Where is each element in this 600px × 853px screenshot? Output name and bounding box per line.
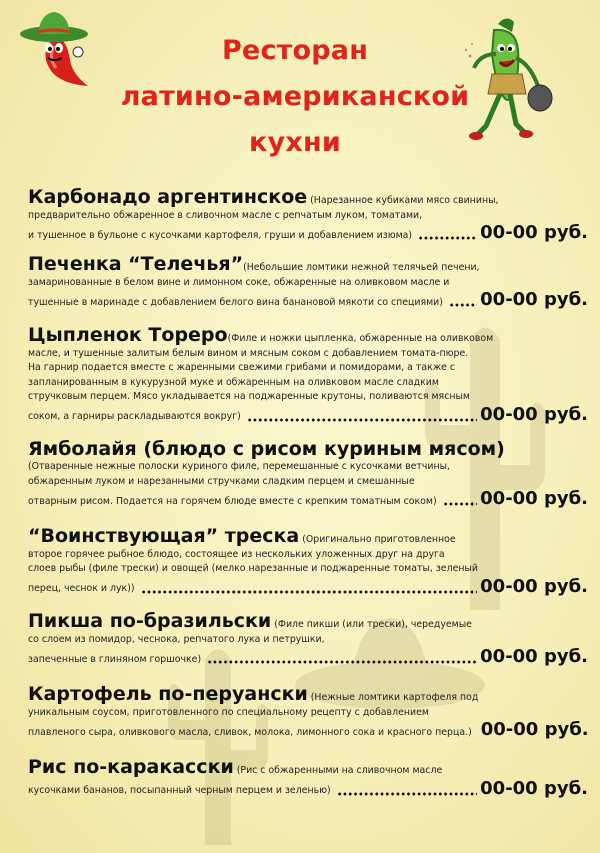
dish-name: Цыпленок Тореро	[28, 324, 228, 346]
dish-description-line: уникальным соусом, приготовленного по специальному рецепту с добавлением	[28, 706, 429, 718]
menu-item-header	[28, 438, 588, 460]
menu-item-header	[28, 683, 588, 706]
dish-price: 00-00 руб.	[480, 289, 588, 310]
dish-name: Пикша по-бразильски	[28, 610, 272, 632]
dish-description-end: и тушенное в бульоне с кусочками картофеля, груши и добавлением изюма)	[28, 229, 413, 241]
menu-item-chicken-torero	[28, 324, 588, 425]
menu-item-carbonado	[28, 186, 588, 243]
dish-price: 00-00 руб.	[480, 719, 589, 740]
dish-description-start: (Филе пикши (или трески), чередуемые	[271, 619, 472, 630]
dish-description-end: тушенные в маринаде с добавлением белого вина банановой мякоти со специями)	[28, 296, 443, 308]
dish-name: Ямболайя (блюдо с рисом куриным мясом)	[28, 438, 505, 460]
dish-description-end: соком, а гарниры раскладываются вокруг)	[28, 411, 241, 422]
menu-item-jambalaya	[28, 438, 588, 509]
menu-item-header	[28, 525, 588, 548]
dish-price: 00-00 руб.	[480, 777, 588, 799]
dot-leader	[337, 792, 477, 796]
dish-name: Рис по-каракасски	[28, 756, 234, 778]
dish-description-end: плавленого сыра, оливкового масла, сливок, молока, лимонного сока и красного перца.)	[28, 726, 472, 738]
dish-description-end: отварным рисом. Подается на горячем блюде вместе с крепким томатным соком)	[28, 495, 437, 507]
dot-leader	[141, 590, 478, 594]
dish-name: Печенка “Телечья”	[28, 253, 244, 275]
menu-item-header	[28, 324, 588, 347]
dish-description-end: запеченные в глиняном горшочке)	[28, 653, 202, 665]
dish-price: 00-00 руб.	[480, 488, 588, 509]
menu-item-header	[28, 756, 588, 779]
dot-leader	[443, 502, 478, 506]
menu-item-cod	[28, 525, 588, 597]
dot-leader	[247, 418, 477, 422]
dot-leader	[207, 660, 477, 664]
dish-description-line: стручковым перцем. Мясо укладывается на поджаренные крутоны, поливаются мясным	[28, 391, 470, 402]
dish-description-end: кусочками бананов, посыпанный черным перцем и зеленью)	[28, 785, 331, 796]
dish-description-start: (Оригинально приготовленное	[299, 534, 456, 545]
dish-description-start: (Нарезанное кубиками мясо свинины,	[307, 195, 499, 206]
dot-leader	[449, 303, 477, 307]
menu-item-rice	[28, 756, 588, 799]
chili-sombrero-mascot-icon	[18, 8, 98, 90]
menu-item-haddock	[28, 610, 588, 667]
dish-description-line: слоев рыбы (филе трески) и овощей (мелко нарезанные и поджаренные томаты, зеленый	[28, 563, 478, 574]
dish-name: “Воинствующая” треска	[28, 525, 300, 547]
title-line-1: Ресторан	[221, 35, 369, 66]
dot-leader	[418, 236, 477, 240]
dish-description-start: (Рис с обжаренными на сливочном масле	[233, 765, 443, 776]
dish-description-line: запланированным в кукурузной муке и обжаренным на оливковом масле сладким	[28, 376, 439, 388]
dish-description-start: (Небольшие ломтики нежной телячьей печени,	[243, 262, 480, 273]
menu-item-liver	[28, 253, 588, 310]
dish-description-line: На гарнир подается вместе с жаренными свежими грибами и помидорами, а также с	[28, 362, 456, 373]
dish-name: Карбонадо аргентинское	[28, 186, 308, 208]
dish-description-line: второе горячее рыбное блюдо, состоящее из нескольких уложенных друг на друга	[28, 548, 445, 560]
dish-description-end: перец, чеснок и лук))	[28, 583, 135, 594]
dish-description-line: предварительно обжаренное в сливочном масле с репчатым луком, томатами,	[28, 209, 423, 221]
dish-price: 00-00 руб.	[480, 222, 588, 243]
title-line-2: латино-американской	[120, 81, 470, 112]
title-line-3: кухни	[249, 127, 341, 158]
menu-item-potato	[28, 683, 588, 740]
restaurant-title	[95, 28, 495, 166]
dish-description-line: (Отваренные нежные полоски куриного филе, перемешанные с кусочками ветчины,	[28, 461, 451, 472]
dish-price: 00-00 руб.	[480, 575, 588, 597]
dish-description-start: (Филе и ножки цыпленка, обжаренные на оливковом	[227, 333, 494, 344]
dish-description-line: со слоем из помидор, чеснока, репчатого лука и петрушки,	[28, 633, 325, 645]
dish-description-line: замаринованные в белом вине и лимонном соке, обжаренные на оливковом масле и	[28, 276, 450, 288]
dish-name: Картофель по-перуански	[28, 683, 308, 705]
menu-item-header	[28, 186, 588, 209]
menu-item-header	[28, 610, 588, 633]
dish-description-line: обжаренным луком и нарезанными стручками сладким перцем и смешанные	[28, 475, 415, 487]
dish-description-line: масле, и тушенные залитым белым вином и мясным соком с добавлением томата-пюре.	[28, 347, 469, 359]
menu-item-header	[28, 253, 588, 276]
dish-price: 00-00 руб.	[480, 646, 588, 667]
dish-description-start: (Нежные ломтики картофеля под	[307, 692, 479, 703]
dish-price: 00-00 руб.	[480, 403, 588, 425]
